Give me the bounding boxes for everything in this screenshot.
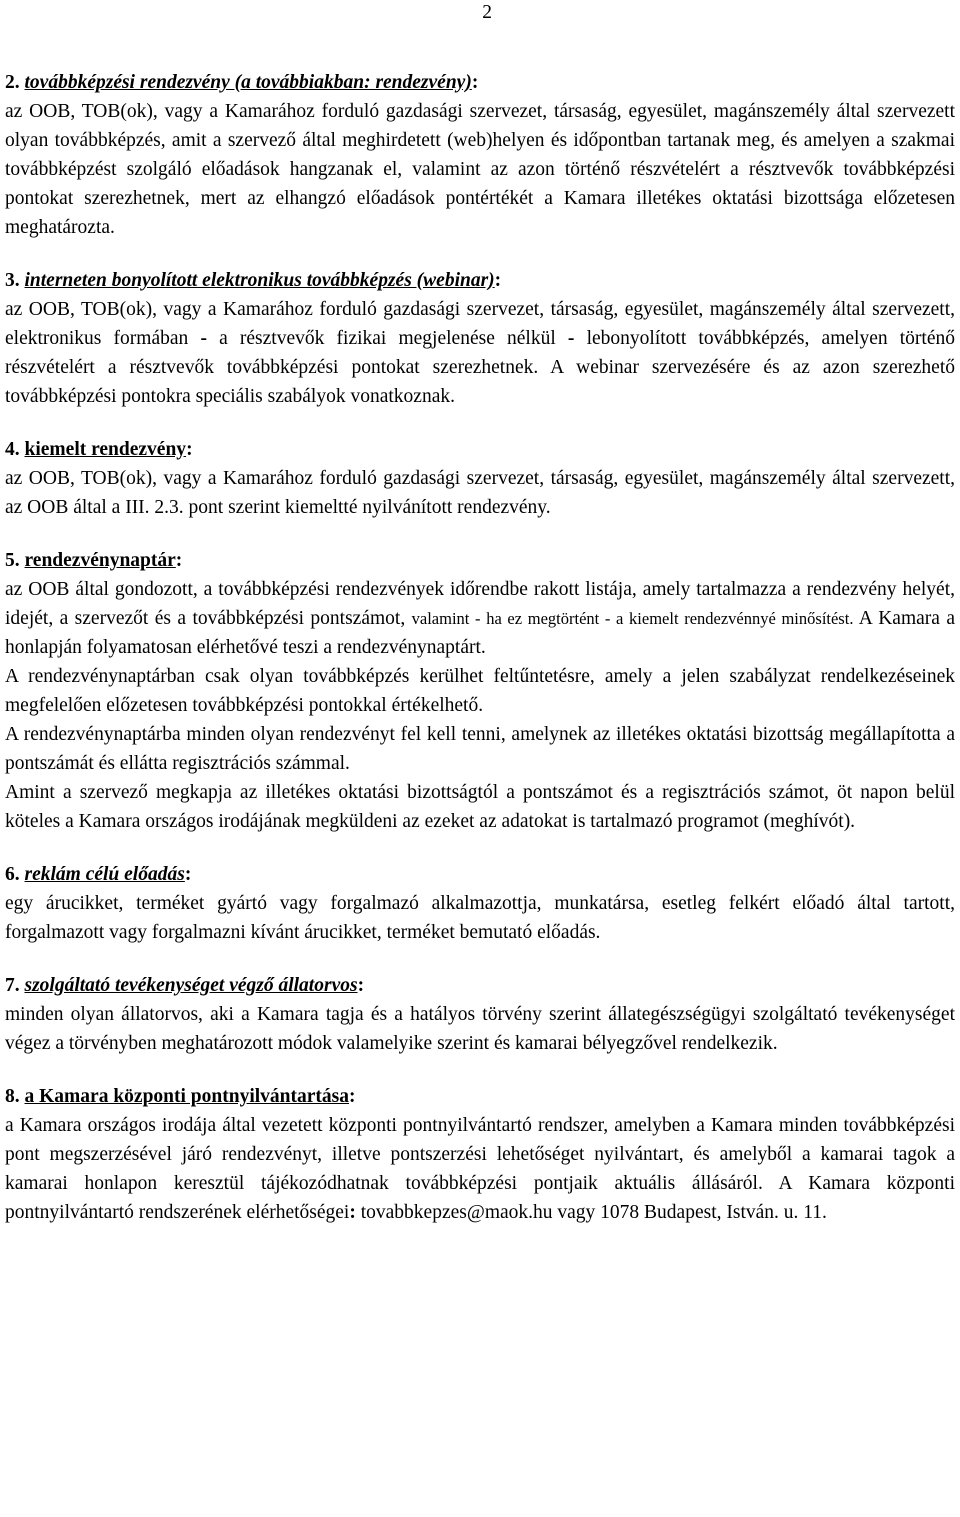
- section-6: [5, 860, 955, 947]
- section-paragraph: minden olyan állatorvos, aki a Kamara tagja és a hatályos törvény szerint állategészségügyi szolgáltató tevékenységet végez a törvényben meghatározott módok valamelyike szerint és kamarai bélyegzővel rendelkezik.: [5, 1004, 955, 1054]
- section-number: 4.: [5, 439, 20, 460]
- section-title: kiemelt rendezvény: [24, 439, 187, 460]
- section-paragraph: egy árucikket, terméket gyártó vagy forgalmazó alkalmazottja, munkatársa, esetleg felkért előadó által tartott, forgalmazott vagy forgalmazni kívánt árucikket, terméket bemutató előadás.: [5, 893, 955, 943]
- section-heading: 8. a Kamara központi pontnyilvántartása:: [5, 1086, 356, 1107]
- section-heading: 6. reklám célú előadás:: [5, 864, 192, 885]
- section-title: rendezvénynaptár: [24, 550, 176, 571]
- section-heading: 2. továbbképzési rendezvény (a továbbiakban: rendezvény):: [5, 72, 479, 93]
- section-number: 5.: [5, 550, 20, 571]
- section-title: a Kamara központi pontnyilvántartása: [24, 1086, 349, 1107]
- document-body: [5, 68, 955, 1251]
- section-paragraph: Amint a szervező megkapja az illetékes oktatási bizottságtól a pontszámot és a regisztrációs számot, öt napon belül köteles a Kamara országos irodájának megküldeni az ezeket az adatokat is tartalmazó programot (meghívót).: [5, 782, 955, 832]
- section-3: [5, 266, 955, 411]
- section-heading: 5. rendezvénynaptár:: [5, 550, 183, 571]
- section-paragraph: az OOB, TOB(ok), vagy a Kamarához forduló gazdasági szervezet, társaság, egyesület, magánszemély által szervezett, elektronikus formában - a résztvevők fizikai megjelenése nélkül - lebonyolított továbbképzés, amelyen történő részvételért a résztvevők továbbképzési pontokat szerezhetnek. A webinar szervezésére és az azon szerezhető továbbképzési pontokra speciális szabályok vonatkoznak.: [5, 299, 955, 407]
- section-2: [5, 68, 955, 242]
- section-paragraph: A rendezvénynaptárban csak olyan továbbképzés kerülhet feltűntetésre, amely a jelen szabályzat rendelkezéseinek megfelelően előzetesen továbbképzési pontokkal értékelhető.: [5, 666, 955, 716]
- section-4: [5, 435, 955, 522]
- section-7: [5, 971, 955, 1058]
- section-heading: 7. szolgáltató tevékenységet végző állatorvos:: [5, 975, 365, 996]
- section-paragraph: a Kamara országos irodája által vezetett központi pontnyilvántartó rendszer, amelyben a Kamara minden továbbképzési pont megszerzésével járó rendezvényt, illetve pontszerzési lehetőséget nyilvántart, és amelyből a kamarai tagok a kamarai honlapon keresztül tájékozódhatnak továbbképzési pontjaik aktuális állásáról. A Kamara központi pontnyilvántartó rendszerének elérhetőségei: tovabbkepzes@maok.hu vagy 1078 Budapest, István. u. 11.: [5, 1115, 955, 1223]
- section-number: 7.: [5, 975, 20, 996]
- contact-info: tovabbkepzes@maok.hu vagy 1078 Budapest, István. u. 11.: [360, 1202, 827, 1223]
- section-paragraph: A rendezvénynaptárba minden olyan rendezvényt fel kell tenni, amelynek az illetékes oktatási bizottság megállapította a pontszámát és ellátta regisztrációs számmal.: [5, 724, 955, 774]
- section-title: továbbképzési rendezvény (a továbbiakban: rendezvény): [24, 72, 472, 93]
- section-paragraph: az OOB által gondozott, a továbbképzési rendezvények időrendbe rakott listája, amely tartalmazza a rendezvény helyét, idejét, a szervezőt és a továbbképzési pontszámot, valamint - ha ez megtörtént - a kiemelt rendezvénnyé minősítést. A Kamara a honlapján folyamatosan elérhetővé teszi a rendezvénynaptárt.: [5, 579, 956, 658]
- section-5: [5, 546, 955, 836]
- section-8: [5, 1082, 955, 1227]
- section-title: interneten bonyolított elektronikus továbbképzés (webinar): [24, 270, 495, 291]
- page-number: 2: [482, 2, 492, 23]
- section-number: 6.: [5, 864, 20, 885]
- section-title: szolgáltató tevékenységet végző állatorvos: [24, 975, 358, 996]
- section-paragraph: az OOB, TOB(ok), vagy a Kamarához forduló gazdasági szervezet, társaság, egyesület, magánszemély által szervezett olyan továbbképzés, amit a szervező által meghirdetett (web)helyen és időpontban tartanak meg, és amelyen a szakmai továbbképzést szolgáló előadások hangzanak el, valamint az azon történő részvételért a résztvevők továbbképzési pontokat szerezhetnek, mert az elhangzó előadások pontértékét a Kamara illetékes oktatási bizottsága előzetesen meghatározta.: [5, 101, 955, 238]
- section-number: 3.: [5, 270, 20, 291]
- section-title: reklám célú előadás: [24, 864, 185, 885]
- section-heading: 4. kiemelt rendezvény:: [5, 439, 193, 460]
- section-number: 2.: [5, 72, 20, 93]
- section-paragraph: az OOB, TOB(ok), vagy a Kamarához forduló gazdasági szervezet, társaság, egyesület, magánszemély által szervezett, az OOB által a III. 2.3. pont szerint kiemeltté nyilvánított rendezvény.: [5, 468, 955, 518]
- section-number: 8.: [5, 1086, 20, 1107]
- section-heading: 3. interneten bonyolított elektronikus továbbképzés (webinar):: [5, 270, 502, 291]
